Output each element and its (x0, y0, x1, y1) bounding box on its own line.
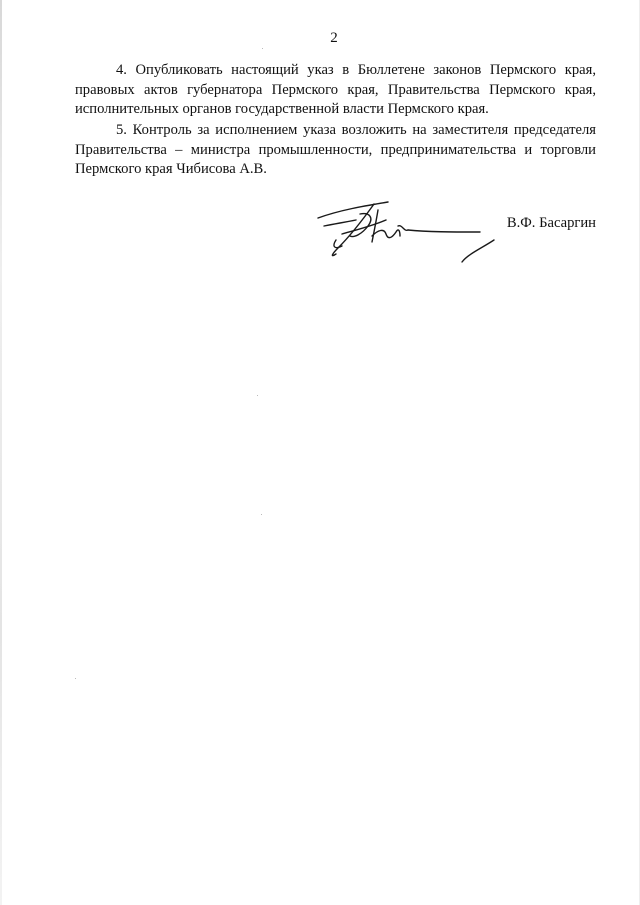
signer-name: В.Ф. Басаргин (506, 215, 596, 231)
scan-speck (75, 678, 76, 679)
paragraph-control: 5. Контроль за исполнением указа возложить на заместителя председателя Правительства – министра промышленности, предпринимательства и торговли Пермского края Чибисова А.В. (75, 122, 596, 177)
scan-speck (257, 395, 258, 396)
page-number: 2 (330, 30, 338, 46)
scan-speck (262, 48, 263, 49)
scan-left-edge (0, 0, 2, 905)
handwritten-signature (312, 196, 502, 268)
paragraph-publication: 4. Опубликовать настоящий указ в Бюллетене законов Пермского края, правовых актов губернатора Пермского края, Правительства Пермского края, исполнительных органов государственной власти Пермского края. (75, 62, 596, 117)
scan-speck (261, 514, 262, 515)
